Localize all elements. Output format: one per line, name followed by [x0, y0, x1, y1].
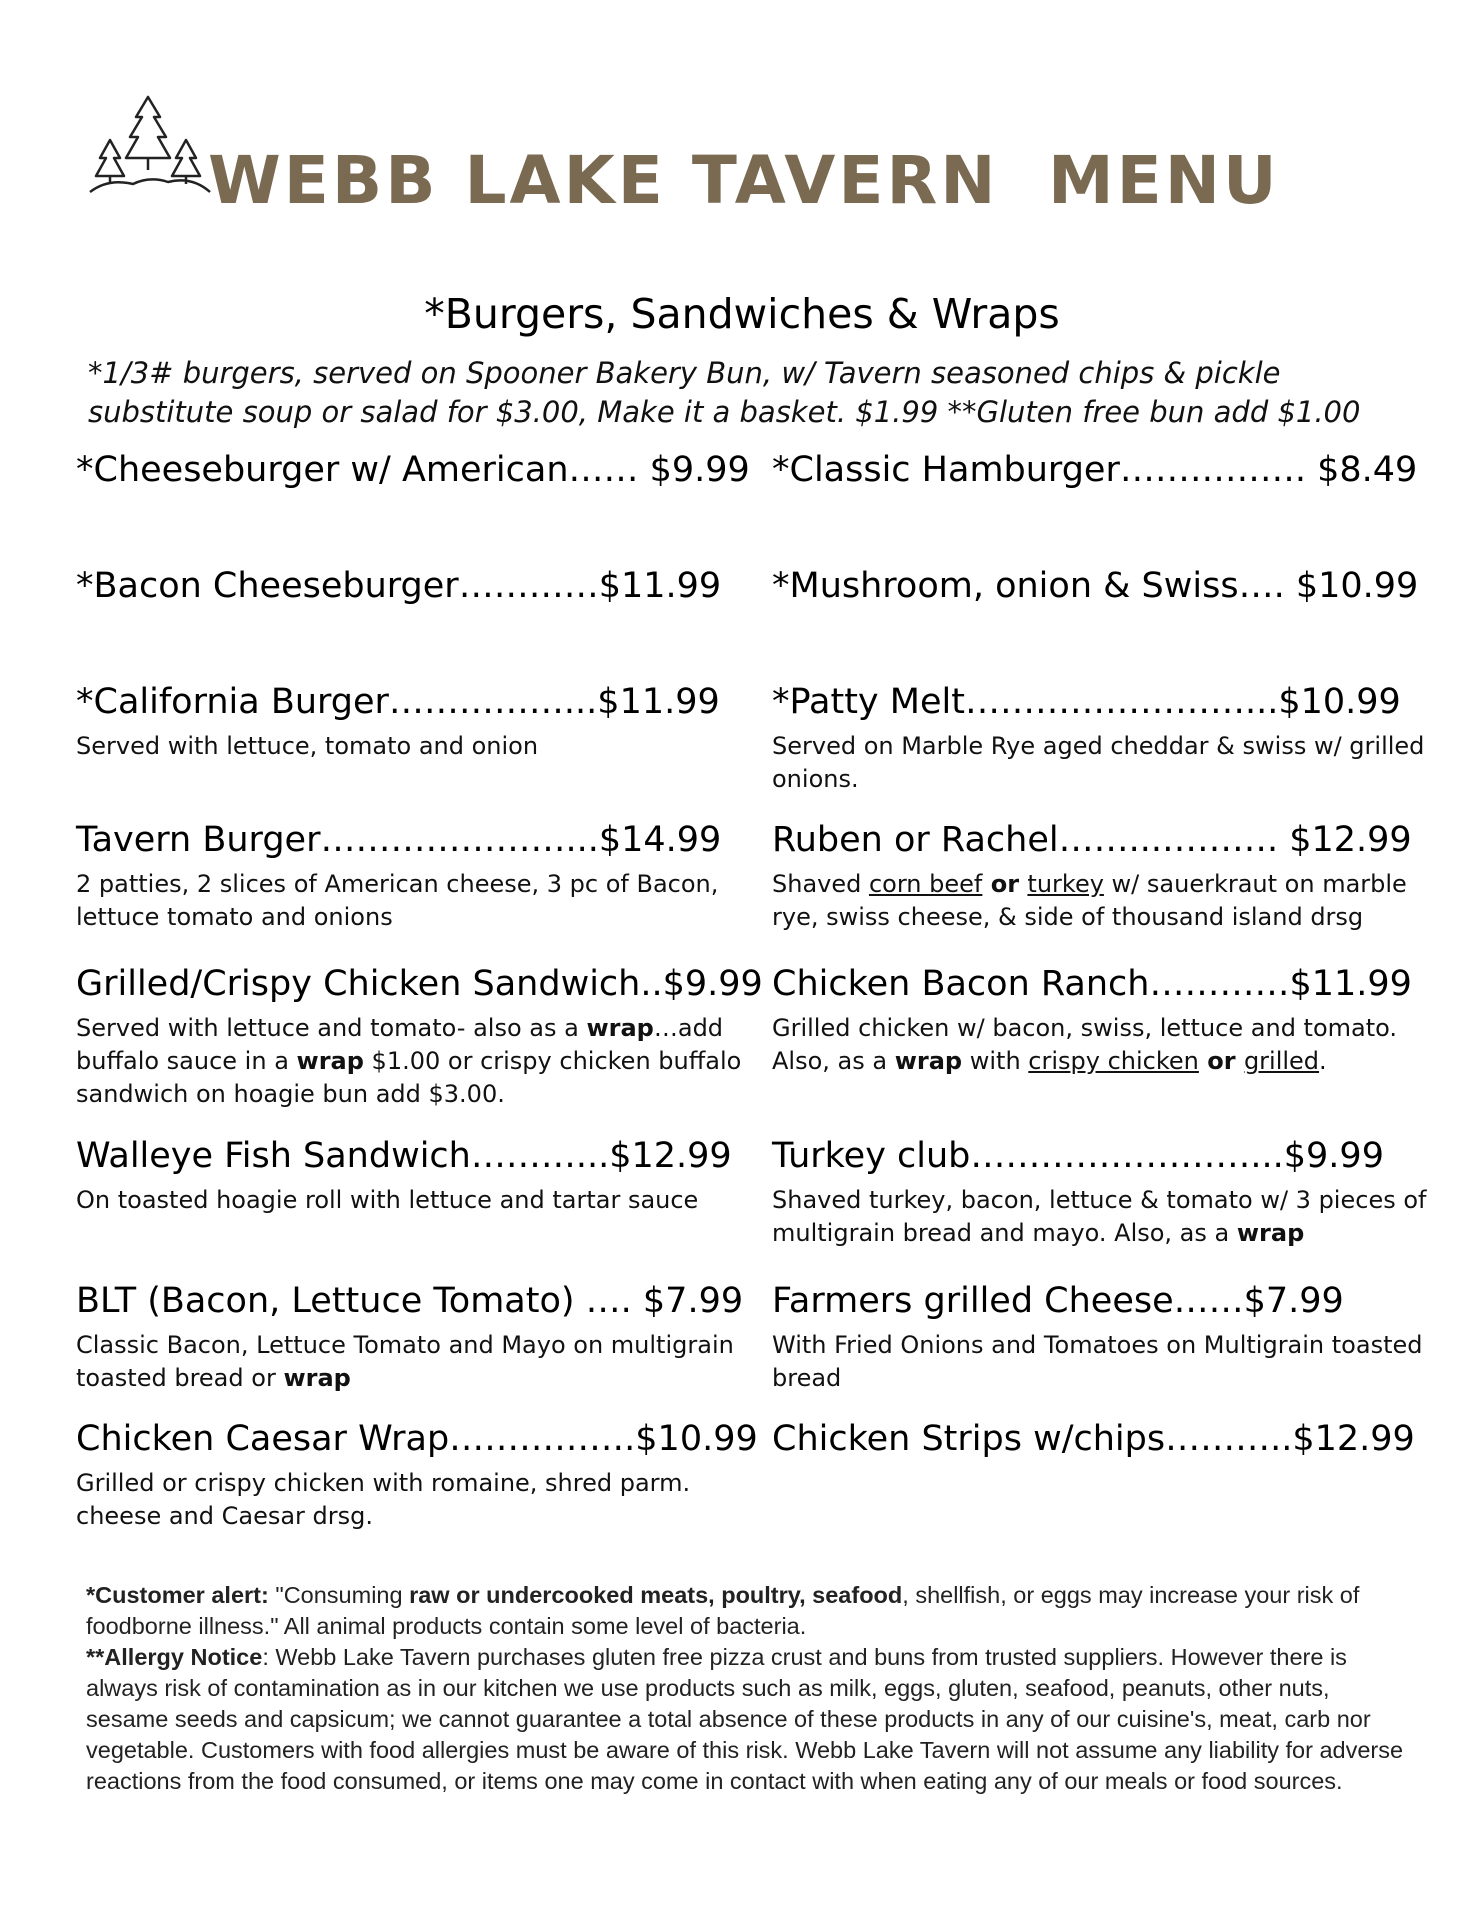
menu-item	[772, 680, 1442, 796]
menu-item	[772, 1134, 1442, 1250]
item-name: Grilled/Crispy Chicken Sandwich..$9.99	[76, 964, 763, 1004]
menu-item	[76, 1279, 746, 1395]
item-description: Grilled chicken w/ bacon, swiss, lettuce and tomato. Also, as a wrap with crispy chicken or grilled.	[772, 1014, 1398, 1075]
item-description: Served with lettuce and tomato- also as a wrap…add buffalo sauce in a wrap $1.00 or crispy chicken buffalo sandwich on hoagie bun add $3.00.	[76, 1014, 742, 1108]
pine-trees-hill-icon	[88, 92, 213, 202]
item-name: Chicken Caesar Wrap…………….$10.99	[76, 1419, 758, 1459]
item-name: *Patty Melt……………………...$10.99	[772, 682, 1401, 722]
item-description: Shaved corn beef or turkey w/ sauerkraut on marble rye, swiss cheese, & side of thousand island drsg	[772, 870, 1407, 931]
item-name: *Cheeseburger w/ American…… $9.99	[76, 450, 750, 490]
item-description: 2 patties, 2 slices of American cheese, 3 pc of Bacon, lettuce tomato and onions	[76, 870, 719, 931]
item-name: *California Burger……………...$11.99	[76, 682, 720, 722]
restaurant-name: WEBB LAKE TAVERN	[208, 142, 999, 219]
menu-item	[772, 1279, 1442, 1395]
menu-item	[772, 448, 1442, 492]
item-name: Farmers grilled Cheese……$7.99	[772, 1281, 1344, 1321]
allergy-notice	[86, 1580, 1416, 1797]
section-intro	[88, 354, 1428, 432]
section-title: *Burgers, Sandwiches & Wraps	[424, 290, 1060, 338]
item-name: BLT (Bacon, Lettuce Tomato) …. $7.99	[76, 1281, 744, 1321]
item-description: Served on Marble Rye aged cheddar & swiss w/ grilled onions.	[772, 732, 1425, 793]
menu-item	[772, 564, 1442, 608]
intro-line: *1/3# burgers, served on Spooner Bakery Bun, w/ Tavern seasoned chips & pickle	[88, 356, 1281, 390]
menu-item	[76, 448, 750, 492]
menu-item	[772, 962, 1442, 1078]
item-name: Walleye Fish Sandwich………...$12.99	[76, 1136, 732, 1176]
item-name: *Bacon Cheeseburger…………$11.99	[76, 566, 722, 606]
item-name: Ruben or Rachel……...………. $12.99	[772, 820, 1412, 860]
item-name: *Mushroom, onion & Swiss…. $10.99	[772, 566, 1419, 606]
menu-item	[76, 818, 746, 934]
item-description: Grilled or crispy chicken with romaine, shred parm. cheese and Caesar drsg.	[76, 1469, 691, 1530]
intro-line: substitute soup or salad for $3.00, Make it a basket. $1.99 **Gluten free bun add $1.00	[88, 395, 1361, 429]
menu-label: MENU	[1048, 142, 1280, 219]
menu-item	[772, 1417, 1442, 1461]
item-name: Tavern Burger…………………...$14.99	[76, 820, 722, 860]
item-description: With Fried Onions and Tomatoes on Multigrain toasted bread	[772, 1331, 1423, 1392]
allergy-text: **Allergy Notice: Webb Lake Tavern purchases gluten free pizza crust and buns from trusted suppliers. However there is always risk of contamination as in our kitchen we use products such as milk, eggs, gluten, seafood, peanuts, other nuts, sesame seeds and capsicum; we cannot guarantee a total absence of these products in any of our cuisine's, meat, carb nor vegetable. Customers with food allergies must be aware of this risk. Webb Lake Tavern will not assume any liability for adverse reactions from the food consumed, or items one may come in contact with when eating any of our meals or food sources.	[86, 1644, 1404, 1794]
menu-header	[88, 92, 1408, 222]
item-description: On toasted hoagie roll with lettuce and tartar sauce	[76, 1186, 699, 1214]
item-description: Served with lettuce, tomato and onion	[76, 732, 539, 760]
menu-item	[76, 962, 763, 1111]
item-description: Shaved turkey, bacon, lettuce & tomato w/ 3 pieces of multigrain bread and mayo. Also, as a wrap	[772, 1186, 1427, 1247]
menu-item	[76, 680, 746, 763]
menu-item	[772, 818, 1442, 934]
menu-item	[76, 1417, 758, 1533]
item-name: Turkey club……………………...$9.99	[772, 1136, 1384, 1176]
item-name: *Classic Hamburger……………. $8.49	[772, 450, 1418, 490]
item-description: Classic Bacon, Lettuce Tomato and Mayo on multigrain toasted bread or wrap	[76, 1331, 734, 1392]
menu-item	[76, 1134, 746, 1217]
item-name: Chicken Bacon Ranch…………$11.99	[772, 964, 1412, 1004]
item-name: Chicken Strips w/chips………..$12.99	[772, 1419, 1415, 1459]
menu-item	[76, 564, 746, 608]
customer-alert: *Customer alert: "Consuming raw or undercooked meats, poultry, seafood, shellfish, or eggs may increase your risk of foodborne illness." All animal products contain some level of bacteria.	[86, 1582, 1360, 1639]
